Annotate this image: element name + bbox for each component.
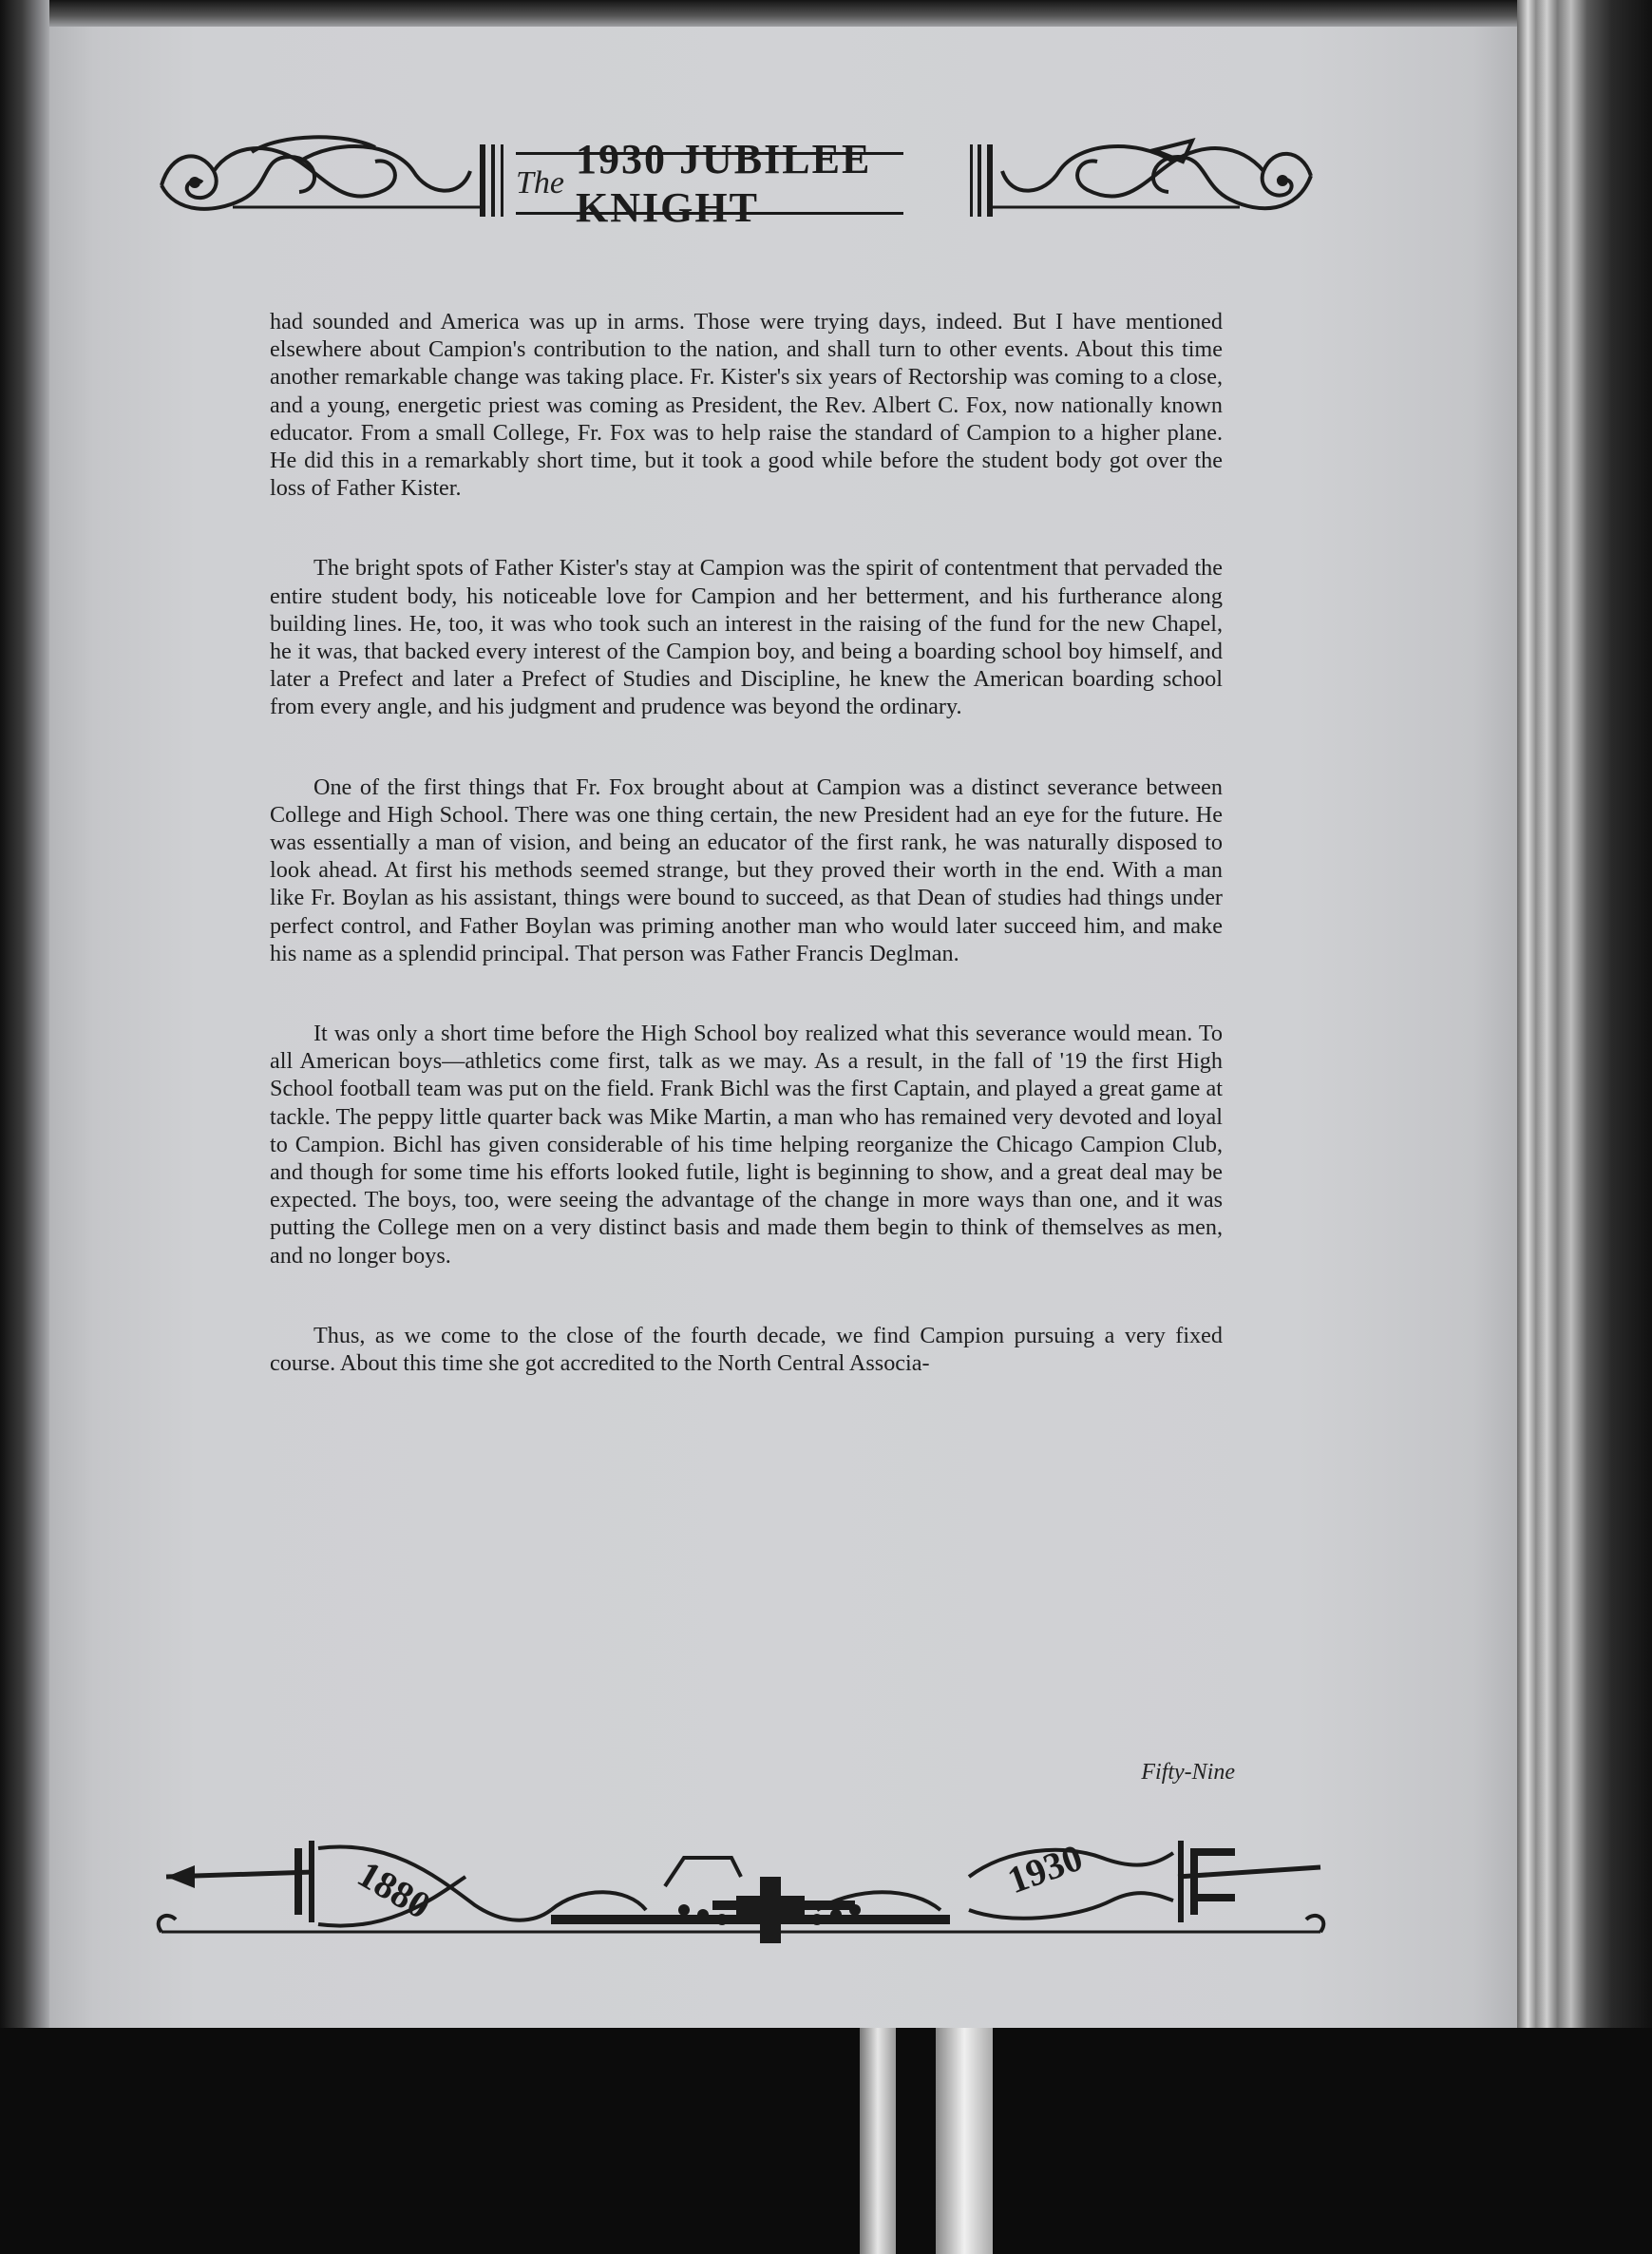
footer-year-left: 1880 xyxy=(351,1852,438,1927)
paragraph: had sounded and America was up in arms. Those were trying days, indeed. But I have mentioned elsewhere about Campion's contribution to the nation, and shall turn to other events. About this time another remarkable change was taking place. Fr. Kister's six years of Rectorship was coming to a close, and a young, energetic priest was coming as President, the Rev. Albert C. Fox, now nationally known educator. From a small College, Fr. Fox was to help raise the standard of Campion to a higher plane. He did this in a remarkably short time, but it took a good while before the student body got over the loss of Father Kister. xyxy=(270,309,1223,502)
paragraph: One of the first things that Fr. Fox brought about at Campion was a distinct severance between College and High School. There was one thing certain, the new President had an eye for the future. He was essentially a man of vision, and being an educator of the first rank, he was naturally disposed to look ahead. At first his methods seemed strange, but they proved their worth in the end. With a man like Fr. Boylan as his assistant, things were bound to succeed, as that Dean of studies had things under perfect control, and Father Boylan was priming another man who would later succeed him, and make his name as a splendid principal. That person was Father Francis Deglman. xyxy=(270,774,1223,966)
book-spine xyxy=(1517,0,1652,2028)
header-title-prefix: The xyxy=(516,165,564,201)
page-header xyxy=(157,133,1316,231)
scan-bottom-bar xyxy=(860,2028,896,2254)
scan-top-edge xyxy=(0,0,1652,27)
scan-left-edge xyxy=(0,0,49,2028)
footer-ornament-icon xyxy=(152,1820,1330,1962)
paragraph: Thus, as we come to the close of the fourth decade, we find Campion pursuing a very fixed course. About this time she got accredited to the North Central Associa- xyxy=(270,1322,1223,1377)
scan-bottom-bar xyxy=(936,2028,993,2254)
footer-year-right: 1930 xyxy=(1001,1835,1089,1902)
header-title xyxy=(516,136,903,231)
header-title-main: 1930 JUBILEE KNIGHT xyxy=(576,136,872,231)
paragraph: It was only a short time before the High School boy realized what this severance would mean. To all American boys—athletics come first, talk as we may. As a result, in the fall of '19 the first High School football team was put on the field. Frank Bichl was the first Captain, and played a great game at tackle. The peppy little quarter back was Mike Martin, a man who has remained very devoted and loyal to Campion. Bichl has given considerable of his time helping reorganize the Chicago Campion Club, and though for some time his efforts looked futile, light is beginning to show, and a great deal may be expected. The boys, too, were seeing the advantage of the change in more ways than one, and it was putting the College men on a very distinct basis and made them begin to think of themselves as men, and no longer boys. xyxy=(270,1021,1223,1269)
page-number: Fifty-Nine xyxy=(1141,1760,1235,1785)
article-body xyxy=(270,308,1223,1429)
page-footer xyxy=(152,1820,1330,1962)
paragraph: The bright spots of Father Kister's stay at Campion was the spirit of contentment that pervaded the entire student body, his noticeable love for Campion and her betterment, and his furtherance along building lines. He, too, it was who took such an interest in the raising of the fund for the new Chapel, he it was, that backed every interest of the Campion boy, and being a boarding school boy himself, and later a Prefect and later a Prefect of Studies and Discipline, he knew the American boarding school from every angle, and his judgment and prudence was beyond the ordinary. xyxy=(270,555,1223,720)
